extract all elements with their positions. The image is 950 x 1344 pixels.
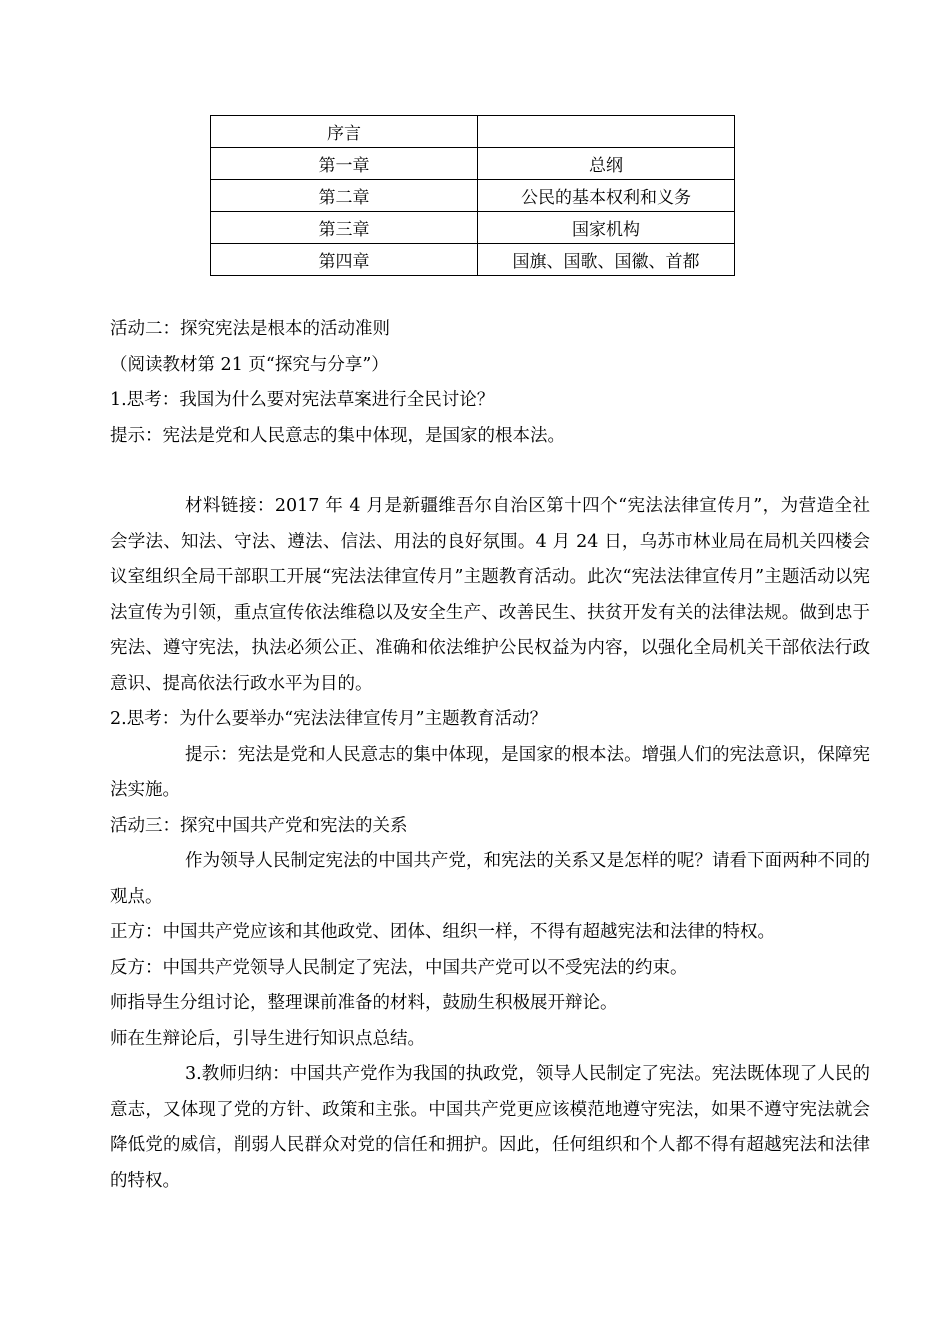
chapter-cell: 第三章 <box>211 212 478 244</box>
question-2: 2.思考：为什么要举办“宪法法律宣传月”主题教育活动？ <box>110 709 548 729</box>
chapter-cell: 第四章 <box>211 244 478 276</box>
teacher-instruction-2: 师在生辩论后，引导生进行知识点总结。 <box>110 1028 425 1049</box>
pro-side: 正方：中国共产党应该和其他政党、团体、组织一样，不得有超越宪法和法律的特权。 <box>110 922 775 942</box>
title-cell: 总纲 <box>478 148 735 180</box>
title-cell: 国旗、国歌、国徽、首都 <box>478 244 735 276</box>
teacher-instruction-1: 师指导生分组讨论，整理课前准备的材料，鼓励生积极展开辩论。 <box>110 993 618 1013</box>
table-row <box>211 212 735 244</box>
table-row <box>211 116 735 148</box>
activity2-reference: （阅读教材第 21 页“探究与分享”） <box>110 354 389 375</box>
material-link-paragraph: 材料链接：2017 年 4 月是新疆维吾尔自治区第十四个“宪法法律宣传月”，为营造全社会学法、知法、守法、遵法、信法、用法的良好氛围。4 月 24 日，乌苏市林业局在局机关四楼会议室组织全局干部职工开展“宪法法律宣传月”主题教育活动。此次“宪法法律宣传月”主题活动以宪法宣传为引领，重点宣传依法维稳以及安全生产、改善民生、扶贫开发有关的法律法规。做到忠于宪法、遵守宪法，执法必须公正、准确和依法维护公民权益为内容，以强化全局机关干部依法行政意识、提高依法行政水平为目的。 <box>110 496 870 694</box>
hint-2: 提示：宪法是党和人民意志的集中体现，是国家的根本法。增强人们的宪法意识，保障宪法实施。 <box>110 744 870 800</box>
activity2-heading: 活动二：探究宪法是根本的活动准则 <box>110 319 390 339</box>
hint-1: 提示：宪法是党和人民意志的集中体现，是国家的根本法。 <box>110 425 565 446</box>
question-1: 1.思考：我国为什么要对宪法草案进行全民讨论？ <box>110 390 495 410</box>
table-row <box>211 148 735 180</box>
con-side: 反方：中国共产党领导人民制定了宪法，中国共产党可以不受宪法的约束。 <box>110 957 688 978</box>
teacher-summary: 3.教师归纳：中国共产党作为我国的执政党，领导人民制定了宪法。宪法既体现了人民的意志，又体现了党的方针、政策和主张。中国共产党更应该模范地遵守宪法，如果不遵守宪法就会降低党的威信，削弱人民群众对党的信任和拥护。因此，任何组织和个人都不得有超越宪法和法律的特权。 <box>110 1064 870 1191</box>
title-cell: 国家机构 <box>478 212 735 244</box>
title-cell <box>478 116 735 148</box>
body-text <box>110 312 870 1199</box>
table-row <box>211 180 735 212</box>
title-cell: 公民的基本权利和义务 <box>478 180 735 212</box>
chapter-cell: 第二章 <box>211 180 478 212</box>
activity3-heading: 活动三：探究中国共产党和宪法的关系 <box>110 815 408 836</box>
table-row <box>211 244 735 276</box>
constitution-outline-table <box>210 115 735 276</box>
chapter-cell: 第一章 <box>211 148 478 180</box>
chapter-cell: 序言 <box>211 116 478 148</box>
spacer <box>110 454 870 489</box>
activity3-intro: 作为领导人民制定宪法的中国共产党，和宪法的关系又是怎样的呢？请看下面两种不同的观点。 <box>110 851 870 907</box>
